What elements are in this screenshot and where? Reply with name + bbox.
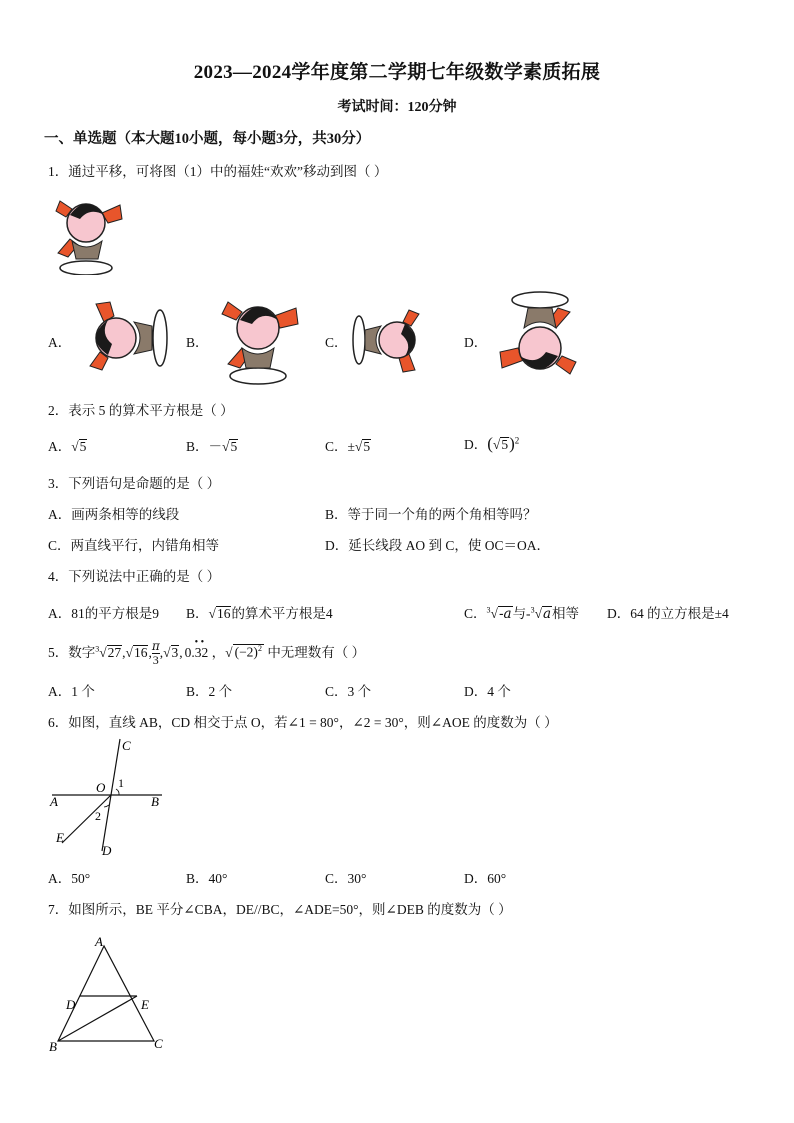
triangle-abc: [58, 946, 154, 1041]
q3-option-c: C．两直线平行，内错角相等: [48, 538, 220, 553]
q5-option-c: C．3 个: [325, 684, 372, 699]
ray-oe: [62, 795, 111, 843]
section-heading: 一、单选题（本大题10小题，每小题3分，共30分）: [44, 131, 371, 147]
q1-option-c-label: C．: [325, 335, 348, 350]
q6-option-d: D．60°: [464, 871, 507, 886]
q2-option-a: A．√5: [48, 439, 87, 454]
q4-option-a: A．81的平方根是9: [48, 606, 159, 621]
question-7-stem: 7．如图所示，BE 平分∠CBA，DE//BC，∠ADE=50°，则∠DEB 的度数为（ ）: [48, 902, 512, 917]
q7-triangle-diagram: [44, 930, 184, 1058]
label-c: C: [154, 1036, 163, 1051]
q1-option-a-label: A．: [48, 335, 72, 350]
label-a: A: [50, 794, 58, 809]
q3-option-a: A．画两条相等的线段: [48, 507, 180, 522]
q5-option-d: D．4 个: [464, 684, 511, 699]
q6-option-c: C．30°: [325, 871, 367, 886]
label-b: B: [151, 794, 159, 809]
q5-option-a: A．1 个: [48, 684, 95, 699]
q4-option-b: B．√16的算术平方根是4: [186, 606, 333, 621]
label-a: A: [95, 934, 103, 949]
label-c: C: [122, 738, 131, 753]
label-e: E: [56, 830, 64, 845]
label-d: D: [102, 843, 112, 858]
question-4-stem: 4．下列说法中正确的是（ ）: [48, 569, 221, 584]
exam-time: 考试时间：120分钟: [337, 100, 457, 115]
mascot-figure-1: [50, 193, 126, 275]
label-b: B: [49, 1039, 57, 1054]
q4-option-c: C．$^3$√-a与-$^3$√a相等: [464, 605, 580, 622]
mascot-option-a: [70, 292, 170, 384]
label-e: E: [141, 997, 149, 1012]
q6-option-a: A．50°: [48, 871, 91, 886]
label-angle-2: 2: [95, 809, 101, 823]
q2-option-b: B．－√5: [186, 439, 238, 454]
mascot-option-d: [492, 290, 588, 388]
q1-option-b-label: B．: [186, 335, 209, 350]
q6-option-b: B．40°: [186, 871, 228, 886]
q2-option-d: D．$(√5)^2$: [464, 434, 520, 453]
q5-option-b: B．2 个: [186, 684, 233, 699]
q1-option-d-label: D．: [464, 335, 488, 350]
question-6-stem: 6．如图，直线 AB，CD 相交于点 O，若∠1 = 80°，∠2 = 30°，则∠AOE 的度数为（ ）: [48, 715, 558, 730]
label-angle-1: 1: [118, 776, 124, 790]
question-2-stem: 2．表示 5 的算术平方根是（ ）: [48, 403, 234, 418]
question-5-stem: 5．数字$^3$√27,√16, $\frac{\pi}{3}$ ,√3, • • 0.32 ，√ $(-2)^2$ 中无理数有（ ）: [48, 636, 366, 668]
label-d: D: [66, 997, 76, 1012]
question-3-stem: 3．下列语句是命题的是（ ）: [48, 476, 221, 491]
q3-option-d: D．延长线段 AO 到 C，使 OC＝OA．: [325, 538, 551, 553]
q6-intersecting-lines-diagram: [44, 735, 174, 860]
page-title: 2023—2024学年度第二学期七年级数学素质拓展: [193, 62, 601, 83]
mascot-option-c: [347, 300, 439, 380]
question-1-stem: 1．通过平移，可将图（1）中的福娃“欢欢”移动到图（ ）: [48, 164, 388, 179]
q2-option-c: C．±√5: [325, 439, 371, 454]
q4-option-d: D．64 的立方根是±4: [607, 606, 729, 621]
label-o: O: [96, 780, 106, 795]
mascot-option-b: [208, 290, 308, 386]
q3-option-b: B．等于同一个角的两个角相等吗？: [325, 507, 537, 522]
